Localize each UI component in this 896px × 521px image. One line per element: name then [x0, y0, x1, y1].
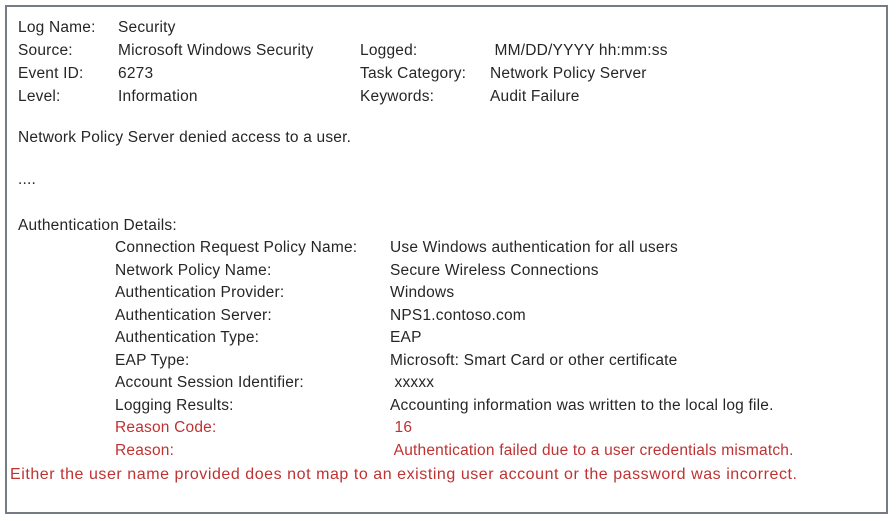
authentication-details-list — [18, 237, 878, 462]
event-header-row — [18, 16, 878, 39]
detail-value: Secure Wireless Connections — [390, 261, 599, 279]
event-description: Network Policy Server denied access to a user. — [18, 129, 352, 146]
detail-value: 16 — [390, 419, 413, 436]
field-value: Information — [118, 88, 198, 105]
detail-value: Windows — [390, 284, 455, 301]
field-value: Audit Failure — [490, 88, 580, 105]
field-label: Source: — [18, 42, 73, 59]
detail-row-reason — [115, 440, 878, 463]
event-header-row — [18, 85, 878, 108]
field-label: Keywords: — [360, 88, 435, 105]
field-value: MM/DD/YYYY hh:mm:ss — [490, 42, 668, 59]
detail-label: Logging Results: — [115, 396, 234, 414]
detail-row-auth-provider — [115, 282, 878, 305]
authentication-details-heading: Authentication Details: — [18, 217, 177, 234]
detail-label: Network Policy Name: — [115, 261, 272, 279]
field-value: Network Policy Server — [490, 65, 647, 82]
event-header-row — [18, 62, 878, 85]
field-value — [490, 16, 878, 39]
field-label: Log Name: — [18, 19, 96, 36]
detail-row-reason-code — [115, 417, 878, 440]
detail-label: EAP Type: — [115, 351, 190, 369]
field-label — [360, 16, 490, 39]
detail-label: Authentication Type: — [115, 329, 260, 346]
error-explanation: Either the user name provided does not map to an existing user account or the password was incorrect. — [10, 466, 798, 483]
detail-row-network-policy — [115, 260, 878, 283]
field-label: Level: — [18, 88, 61, 105]
field-label: Task Category: — [360, 65, 467, 82]
detail-value: Microsoft: Smart Card or other certificate — [390, 351, 678, 369]
detail-row-auth-server — [115, 305, 878, 328]
detail-row-account-session-id — [115, 372, 878, 395]
detail-value: Accounting information was written to the local log file. — [390, 396, 774, 414]
detail-value: NPS1.contoso.com — [390, 306, 526, 324]
field-label: Event ID: — [18, 65, 84, 82]
detail-value: Use Windows authentication for all users — [390, 239, 678, 256]
detail-row-connection-request-policy — [115, 237, 878, 260]
field-value: Microsoft Windows Security — [118, 42, 314, 59]
detail-value: Authentication failed due to a user credentials mismatch. — [390, 441, 794, 459]
detail-row-auth-type — [115, 327, 878, 350]
detail-row-logging-results — [115, 395, 878, 418]
field-value: 6273 — [118, 65, 154, 82]
detail-label: Connection Request Policy Name: — [115, 239, 358, 256]
truncation-ellipsis: .... — [18, 171, 37, 188]
detail-label: Authentication Server: — [115, 306, 272, 324]
event-header — [18, 16, 878, 108]
field-label: Logged: — [360, 42, 418, 59]
detail-label: Reason: — [115, 441, 175, 459]
detail-label: Account Session Identifier: — [115, 374, 304, 391]
detail-row-eap-type — [115, 350, 878, 373]
event-log-panel — [5, 5, 888, 514]
field-value: Security — [118, 19, 176, 36]
detail-label: Authentication Provider: — [115, 284, 285, 301]
detail-label: Reason Code: — [115, 419, 217, 436]
detail-value: xxxxx — [390, 374, 435, 391]
detail-value: EAP — [390, 329, 422, 346]
event-header-row — [18, 39, 878, 62]
